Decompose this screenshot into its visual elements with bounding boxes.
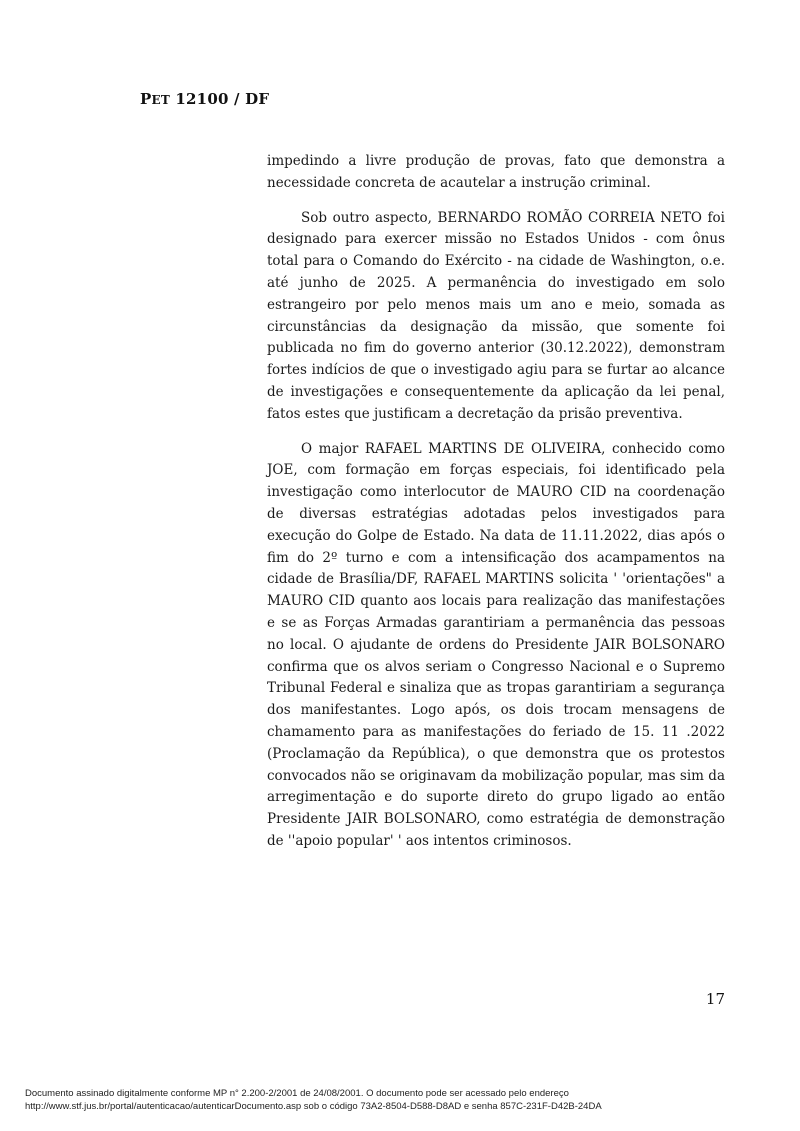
footer-line-2[interactable]: http://www.stf.jus.br/portal/autenticacao/autenticarDocumento.asp sob o código 73A2-8504-D588-D8AD e senha 857C-231F-D42B-24DA xyxy=(25,1101,602,1112)
page-number: 17 xyxy=(705,990,725,1008)
paragraph-rafael: O major RAFAEL MARTINS DE OLIVEIRA, conhecido como JOE, com formação em forças especiais, foi identificado pela investigação como interlocutor de MAURO CID na coordenação de diversas estratégias adotadas pelos investigados para execução do Golpe de Estado. Na data de 11.11.2022, dias após o fim do 2º turno e com a intensificação dos acampamentos na cidade de Brasília/DF, RAFAEL MARTINS solicita ' 'orientações" a MAURO CID quanto aos locais para realização das manifestações e se as Forças Armadas garantiriam a permanência das pessoas no local. O ajudante de ordens do Presidente JAIR BOLSONARO confirma que os alvos seriam o Congresso Nacional e o Supremo Tribunal Federal e sinaliza que as tropas garantiriam a segurança dos manifestantes. Logo após, os dois trocam mensagens de chamamento para as manifestações do feriado de 15. 11 .2022 (Proclamação da República), o que demonstra que os protestos convocados não se originavam da mobilização popular, mas sim da arregimentação e do suporte direto do grupo ligado ao então Presidente JAIR BOLSONARO, como estratégia de demonstração de ''apoio popular' ' aos intentos criminosos. xyxy=(267,440,725,849)
case-header xyxy=(140,90,269,108)
signature-footer xyxy=(25,1087,785,1113)
case-header-smallcaps: ET xyxy=(151,93,170,107)
paragraph-continuation: impedindo a livre produção de provas, fato que demonstra a necessidade concreta de acautelar a instrução criminal. xyxy=(267,153,725,191)
paragraph-bernardo: Sob outro aspecto, BERNARDO ROMÃO CORREIA NETO foi designado para exercer missão no Estados Unidos - com ônus total para o Comando do Exército - na cidade de Washington, o.e. até junho de 2025. A permanência do investigado em solo estrangeiro por pelo menos mais um ano e meio, somada as circunstâncias da designação da missão, que somente foi publicada no fim do governo anterior (30.12.2022), demonstram fortes indícios de que o investigado agiu para se furtar ao alcance de investigações e consequentemente da aplicação da lei penal, fatos estes que justificam a decretação da prisão preventiva. xyxy=(267,209,725,422)
footer-line-1: Documento assinado digitalmente conforme MP n° 2.200-2/2001 de 24/08/2001. O documento pode ser acessado pelo endereço xyxy=(25,1088,569,1099)
case-header-initial: P xyxy=(140,90,152,108)
document-body xyxy=(267,151,725,866)
case-number: 12100 / DF xyxy=(175,90,270,108)
